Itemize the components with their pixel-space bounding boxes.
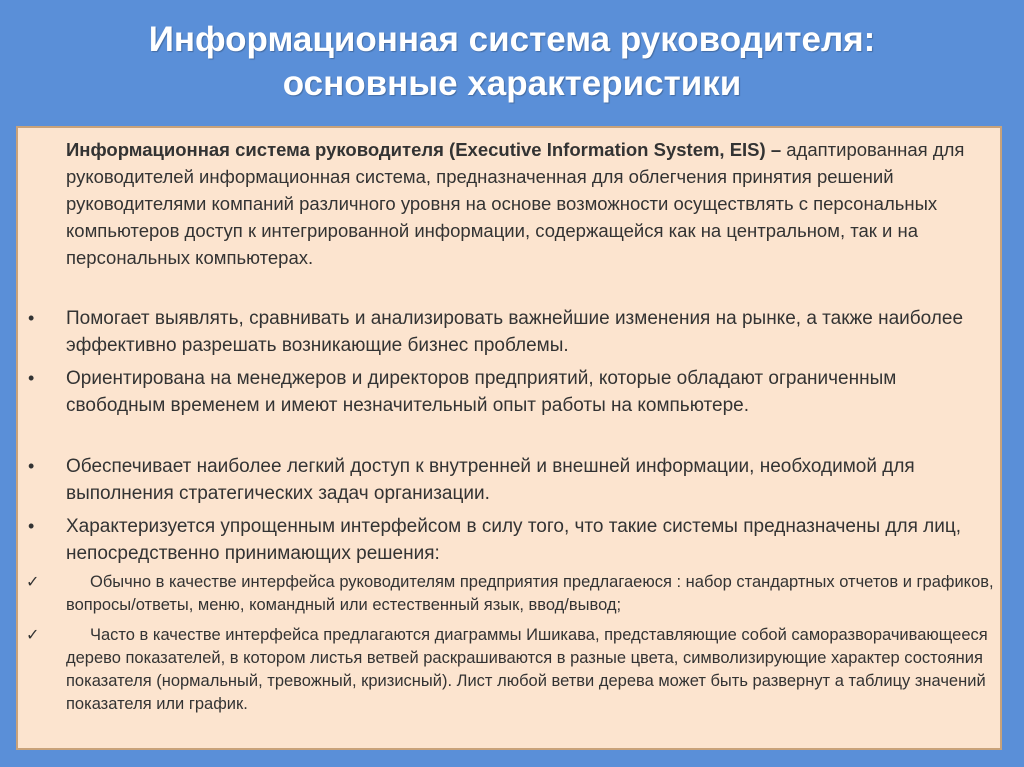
intro-text: адаптированная для руководителей информационная система, предназначенная для облегчения принятия решений руководителями компаний различного уровня на основе возможности осуществлять с персональных компьютеров доступ к интегрированной информации, содержащейся как на центральном, так и на персональных компьютерах.: [66, 139, 965, 268]
title-line-2: основные характеристики: [282, 64, 742, 103]
content-panel: [16, 126, 1002, 750]
check-icon: ✓: [26, 627, 40, 644]
slide-title: [0, 18, 1024, 106]
title-line-1: Информационная система руководителя:: [148, 20, 876, 59]
check-item: Обычно в качестве интерфейса руководителям предприятия предлагаеюся : набор стандартных отчетов и графиков, вопросы/ответы, меню, командный или естественный язык, ввод/вывод;: [66, 573, 994, 614]
bullet-item: Характеризуется упрощенным интерфейсом в силу того, что такие системы предназначены для лиц, непосредственно принимающих решения:: [66, 516, 962, 564]
bullet-marker: •: [28, 456, 35, 476]
intro-term: Информационная система руководителя (Executive Information System, EIS) –: [66, 139, 782, 160]
bullet-item: Обеспечивает наиболее легкий доступ к внутренней и внешней информации, необходимой для выполнения стратегических задач организации.: [66, 456, 915, 504]
intro-paragraph: [66, 136, 966, 271]
bullet-item: Ориентирована на менеджеров и директоров предприятий, которые обладают ограниченным свободным временем и имеют незначительный опыт работы на компьютере.: [66, 368, 897, 416]
bullet-marker: •: [28, 368, 35, 388]
check-item: Часто в качестве интерфейса предлагаются диаграммы Ишикава, представляющие собой саморазворачивающееся дерево показателей, в котором листья ветвей раскрашиваются в разные цвета, символизирующие характер состояния показателя (нормальный, тревожный, кризисный). Лист любой ветви дерева может быть развернут а таблицу значений показателя или график.: [66, 626, 988, 713]
bullet-marker: •: [28, 308, 35, 328]
bullet-item: Помогает выявлять, сравнивать и анализировать важнейшие изменения на рынке, а также наиболее эффективно разрешать возникающие бизнес проблемы.: [66, 308, 964, 356]
check-icon: ✓: [26, 574, 40, 591]
bullet-marker: •: [28, 516, 35, 536]
